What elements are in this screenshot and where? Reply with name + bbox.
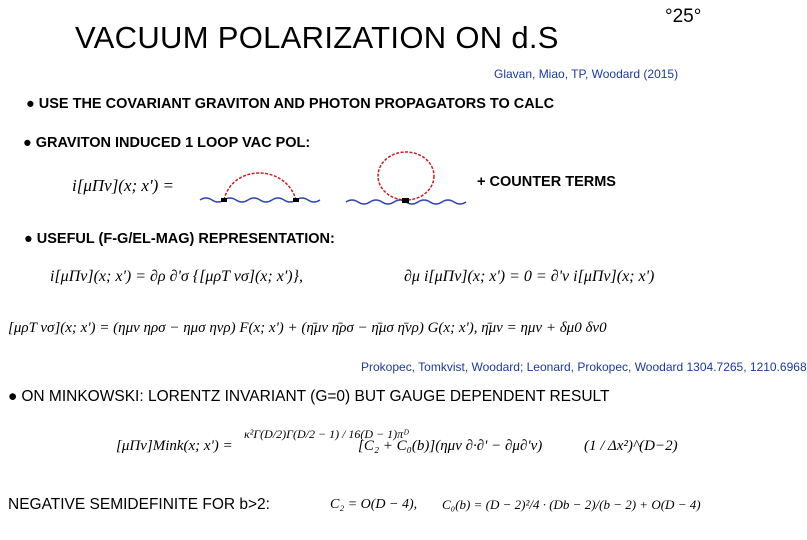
bullet-text: GRAVITON INDUCED 1 LOOP VAC POL: bbox=[35, 135, 311, 151]
equation-vacpol-lhs: i[μΠν](x; x') = bbox=[72, 176, 174, 195]
graviton-loop bbox=[378, 152, 434, 200]
bullet-text: ON MINKOWSKI: LORENTZ INVARIANT (G=0) BUT GAUGE DEPENDENT RESULT bbox=[21, 388, 610, 405]
slide-number bbox=[665, 6, 701, 28]
bullet-dot-icon: ● bbox=[8, 388, 18, 405]
negative-semidefinite-label: NEGATIVE SEMIDEFINITE FOR b>2: bbox=[8, 496, 270, 513]
equation-structure-functions: [μρT νσ](x; x') = (ημν ηρσ − ημσ ηνρ) F(x; x') + (η̄μν η̄ρσ − η̄μσ η̄νρ) G(x; x'), η̄μν = ημν + δμ0 δν0 bbox=[8, 320, 607, 336]
equation-minkowski-tail: (1 / Δx²)^(D−2) bbox=[584, 438, 678, 454]
bullet-dot-icon: ● bbox=[26, 96, 35, 112]
bullet-graviton-vacpol bbox=[23, 135, 310, 151]
feynman-diagram-graviton-exchange bbox=[198, 158, 326, 208]
bullet-covariant-propagators bbox=[26, 96, 554, 112]
bullet-text: USE THE COVARIANT GRAVITON AND PHOTON PROPAGATORS TO CALC bbox=[38, 96, 555, 112]
feynman-diagram-graviton-tadpole bbox=[344, 146, 468, 208]
equation-minkowski-lhs: [μΠν]Mink(x; x') = bbox=[116, 438, 233, 454]
graviton-arc bbox=[224, 173, 296, 200]
bullet-useful-representation bbox=[24, 231, 335, 247]
vertex-center bbox=[402, 198, 409, 203]
vertex-left bbox=[221, 198, 227, 202]
internal-photon-line bbox=[224, 198, 296, 202]
equation-transversality: ∂μ i[μΠν](x; x') = 0 = ∂'ν i[μΠν](x; x') bbox=[404, 268, 655, 285]
credit-citation: Glavan, Miao, TP, Woodard (2015) bbox=[494, 67, 679, 81]
bullet-text: USEFUL (F-G/EL-MAG) REPRESENTATION: bbox=[36, 231, 335, 247]
external-photon-line-right bbox=[296, 198, 320, 202]
slide-title: VACUUM POLARIZATION ON d.S bbox=[75, 20, 559, 55]
slide-number-value: 25 bbox=[672, 6, 694, 27]
external-photon-line-left bbox=[200, 198, 224, 202]
equation-representation: i[μΠν](x; x') = ∂ρ ∂'σ {[μρT νσ](x; x')}, bbox=[50, 268, 303, 285]
slide-number-deco-right: ° bbox=[693, 6, 702, 27]
slide-number-deco-left: ° bbox=[665, 6, 673, 27]
equation-minkowski-prefactor: κ²Γ(D/2)Γ(D/2 − 1) / 16(D − 1)πᴰ bbox=[244, 427, 409, 441]
bullet-minkowski-result bbox=[8, 388, 609, 406]
equation-c2: C₂ = O(D − 4), bbox=[330, 497, 418, 512]
vertex-right bbox=[293, 198, 299, 202]
equation-c0: C₀(b) = (D − 2)²/4 · (Db − 2)/(b − 2) + O(D − 4) bbox=[442, 497, 701, 512]
bullet-dot-icon: ● bbox=[24, 231, 33, 247]
counter-terms-label: + COUNTER TERMS bbox=[477, 174, 616, 190]
references-citation: Prokopec, Tomkvist, Woodard; Leonard, Prokopec, Woodard 1304.7265, 1210.6968 bbox=[361, 360, 807, 374]
bullet-dot-icon: ● bbox=[23, 135, 32, 151]
equation-minkowski-bracket: [C₂ + C₀(b)](ημν ∂·∂' − ∂μ∂'ν) bbox=[358, 438, 543, 454]
